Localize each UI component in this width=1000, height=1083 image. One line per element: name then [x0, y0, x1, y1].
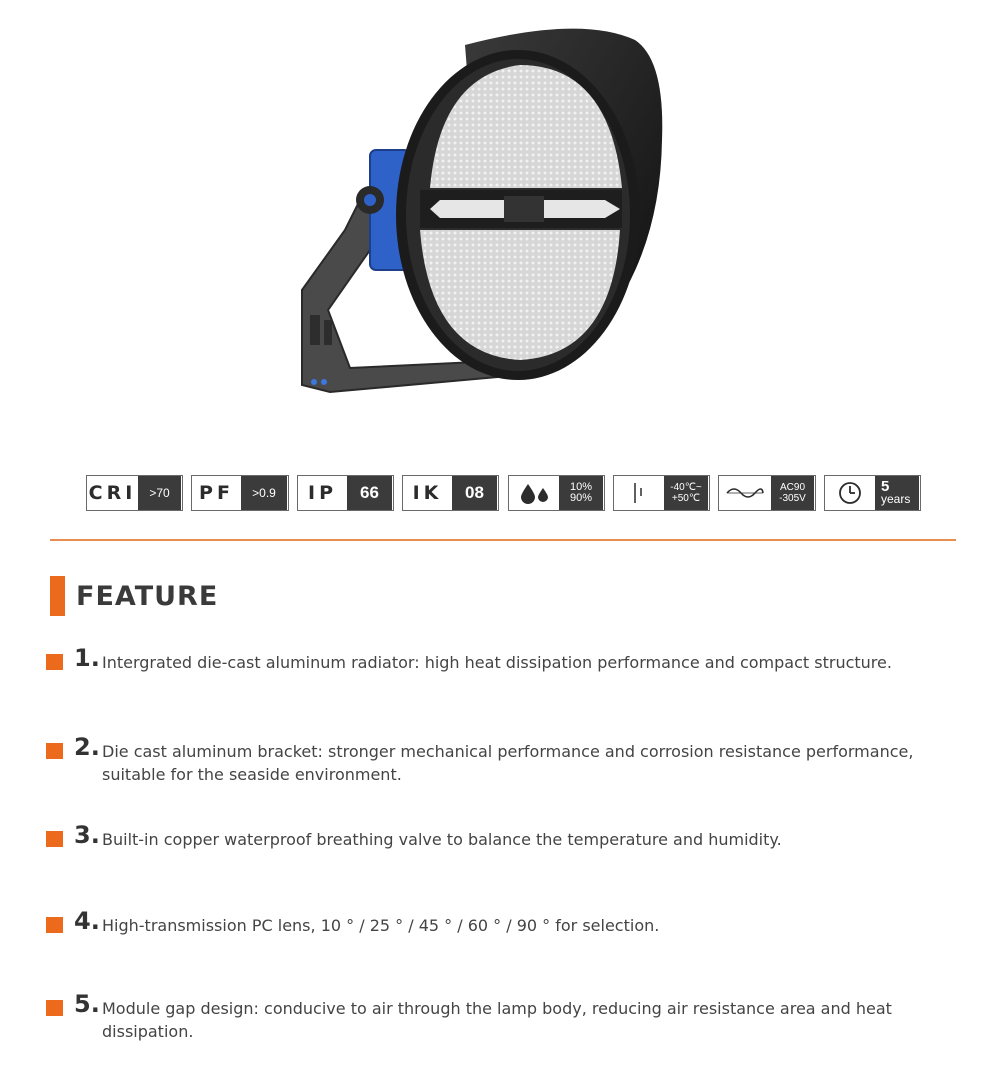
cri-label: CRI — [88, 482, 137, 504]
feature-title: FEATURE — [76, 580, 219, 612]
ik-badge — [402, 475, 499, 511]
feature-number: 1. — [74, 644, 100, 672]
humidity-badge — [508, 475, 605, 511]
spec-badges — [0, 475, 1000, 511]
clock-icon — [825, 476, 875, 510]
bullet-square — [46, 831, 63, 847]
temperature-min: -40℃~ — [670, 482, 702, 493]
humidity-drops-icon — [509, 476, 559, 510]
ip-label: IP — [308, 482, 337, 504]
pf-value: >0.9 — [241, 476, 287, 510]
thermometer-icon — [614, 476, 664, 510]
temperature-max: +50℃ — [671, 493, 701, 504]
pf-badge — [191, 475, 289, 511]
cri-badge — [86, 475, 183, 511]
ik-value: 08 — [452, 476, 497, 510]
humidity-min: 10% — [569, 481, 593, 493]
section-divider — [50, 539, 956, 541]
bullet-square — [46, 1000, 63, 1016]
bullet-square — [46, 917, 63, 933]
voltage-max: -305V — [779, 493, 806, 504]
feature-text: Intergrated die-cast aluminum radiator: high heat dissipation performance and compact structure. — [102, 653, 892, 672]
cri-value: >70 — [138, 476, 181, 510]
feature-number: 2. — [74, 733, 100, 761]
pf-label: PF — [199, 482, 234, 504]
feature-text: Module gap design: conducive to air through the lamp body, reducing air resistance area and heat dissipation. — [102, 999, 892, 1041]
warranty-badge — [824, 475, 921, 511]
voltage-badge — [718, 475, 816, 511]
humidity-max: 90% — [569, 492, 593, 504]
ip-value: 66 — [347, 476, 392, 510]
feature-heading — [50, 576, 218, 616]
voltage-min: AC90 — [779, 482, 805, 493]
ik-label: IK — [412, 482, 443, 504]
bullet-square — [46, 654, 63, 670]
feature-text: Built-in copper waterproof breathing valve to balance the temperature and humidity. — [102, 830, 782, 849]
feature-text: Die cast aluminum bracket: stronger mechanical performance and corrosion resistance performance, suitable for the seaside environment. — [102, 742, 914, 784]
sine-wave-icon — [719, 476, 771, 510]
feature-number: 5. — [74, 990, 100, 1018]
feature-accent-bar — [50, 576, 65, 616]
warranty-years-number: 5 — [881, 478, 890, 495]
ip-badge — [297, 475, 394, 511]
bullet-square — [46, 743, 63, 759]
feature-text: High-transmission PC lens, 10 ° / 25 ° / 45 ° / 60 ° / 90 ° for selection. — [102, 916, 660, 935]
feature-number: 3. — [74, 821, 100, 849]
feature-number: 4. — [74, 907, 100, 935]
temperature-badge — [613, 475, 710, 511]
product-image — [290, 20, 680, 410]
warranty-years-label: years — [881, 492, 911, 506]
